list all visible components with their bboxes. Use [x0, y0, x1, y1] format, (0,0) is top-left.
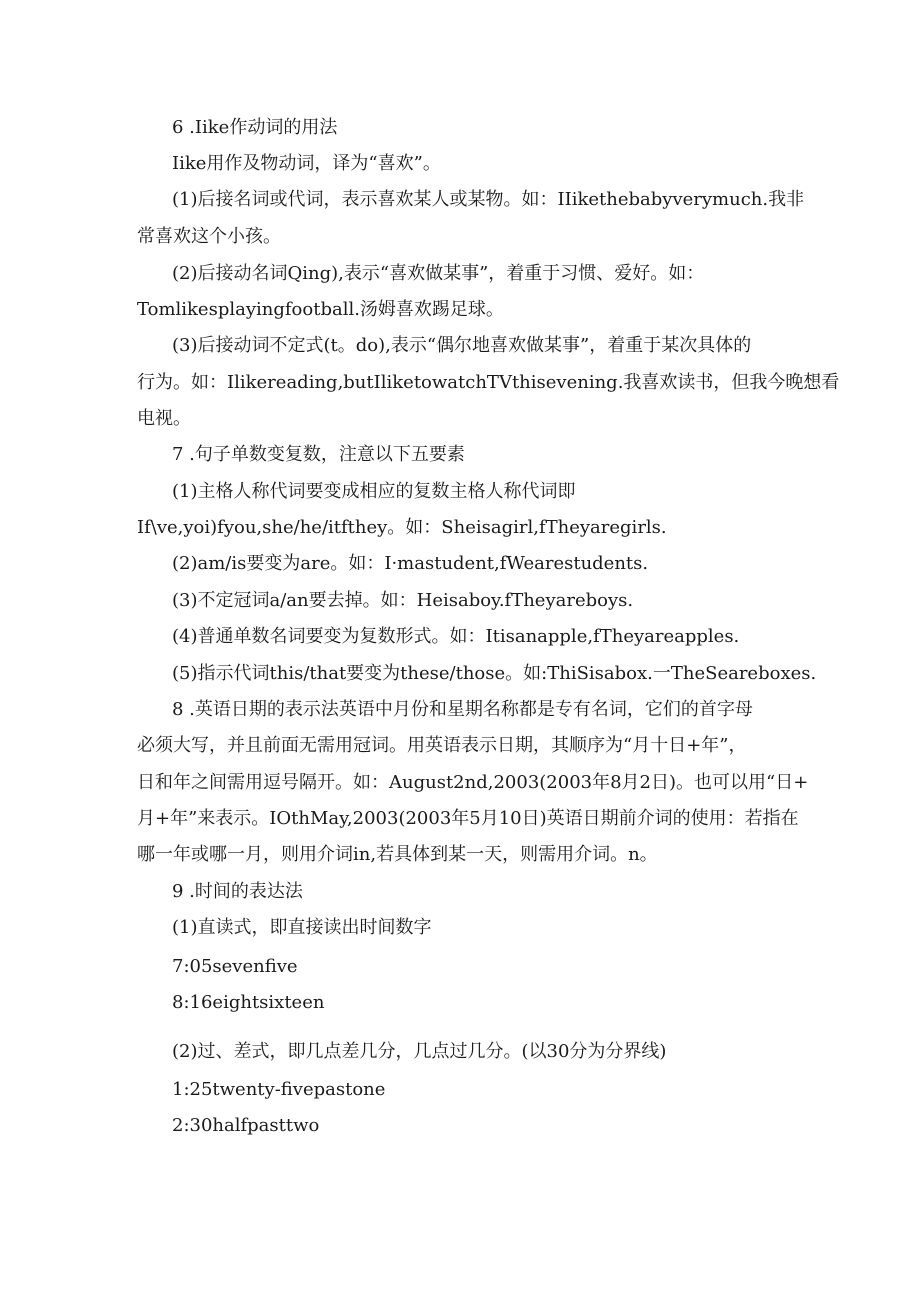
section-7-title: 7 .句子单数变复数，注意以下五要素 — [172, 444, 465, 465]
section-6-item-3-line-2: 行为。如：Ilikereading,butIliketowatchTVthisevening.我喜欢读书，但我今晚想看 — [137, 372, 840, 393]
section-8-line-5: 哪一年或哪一月，则用介词in,若具体到某一天，则需用介词。n。 — [137, 844, 658, 865]
section-9-item-1: (1)直读式，即直接读出时间数字 — [172, 917, 432, 938]
section-6-item-3-line-3: 电视。 — [137, 408, 191, 429]
section-9-example-3: 1:25twenty-fivepastone — [172, 1079, 386, 1100]
section-7-item-1-line-2: If\ve,yoi)fyou,she/he/itfthey。如：Sheisagirl,fTheyaregirls. — [137, 517, 667, 538]
section-9-item-2: (2)过、差式，即几点差几分，几点过几分。(以30分为分界线) — [172, 1041, 667, 1062]
section-8-line-4: 月+年”来表示。IOthMay,2003(2003年5月10日)英语日期前介词的使用：若指在 — [137, 808, 799, 829]
section-9-example-4: 2:30halfpasttwo — [172, 1115, 320, 1136]
section-8-line-1: 8 .英语日期的表示法英语中月份和星期名称都是专有名词，它们的首字母 — [172, 699, 753, 720]
section-7-item-3: (3)不定冠词a/an要去掉。如：Heisaboy.fTheyareboys. — [172, 590, 634, 611]
section-6-item-2-line-1: (2)后接动名词Qing),表示“喜欢做某事”，着重于习惯、爱好。如： — [172, 263, 705, 284]
section-6-item-3-line-1: (3)后接动词不定式(t。do),表示“偶尔地喜欢做某事”，着重于某次具体的 — [172, 335, 752, 356]
section-7-item-2: (2)am/is要变为are。如：I·mastudent,fWearestudents. — [172, 553, 649, 574]
section-6-intro: Iike用作及物动词，译为“喜欢”。 — [172, 153, 441, 174]
section-9-title: 9 .时间的表达法 — [172, 881, 303, 902]
section-9-example-2: 8:16eightsixteen — [172, 992, 325, 1013]
section-6-item-1-line-2: 常喜欢这个小孩。 — [137, 226, 281, 247]
section-9-example-1: 7:05sevenfive — [172, 956, 298, 977]
section-7-item-1-line-1: (1)主格人称代词要变成相应的复数主格人称代词即 — [172, 481, 576, 502]
section-8-line-3: 日和年之间需用逗号隔开。如：August2nd,2003(2003年8月2日)。也可以用“日+ — [137, 772, 809, 793]
section-6-title: 6 .Iike作动词的用法 — [172, 117, 338, 138]
section-6-item-2-line-2: Tomlikesplayingfootball.汤姆喜欢踢足球。 — [137, 299, 504, 320]
section-6-item-1-line-1: (1)后接名词或代词，表示喜欢某人或某物。如：IIikethebabyverymuch.我非 — [172, 189, 805, 210]
section-8-line-2: 必须大写，并且前面无需用冠词。用英语表示日期，其顺序为“月十日+年”， — [137, 735, 747, 756]
section-7-item-5: (5)指示代词this/that要变为these/those。如:ThiSisabox.一TheSeareboxes. — [172, 663, 817, 684]
section-7-item-4: (4)普通单数名词要变为复数形式。如：Itisanapple,fTheyareapples. — [172, 626, 740, 647]
